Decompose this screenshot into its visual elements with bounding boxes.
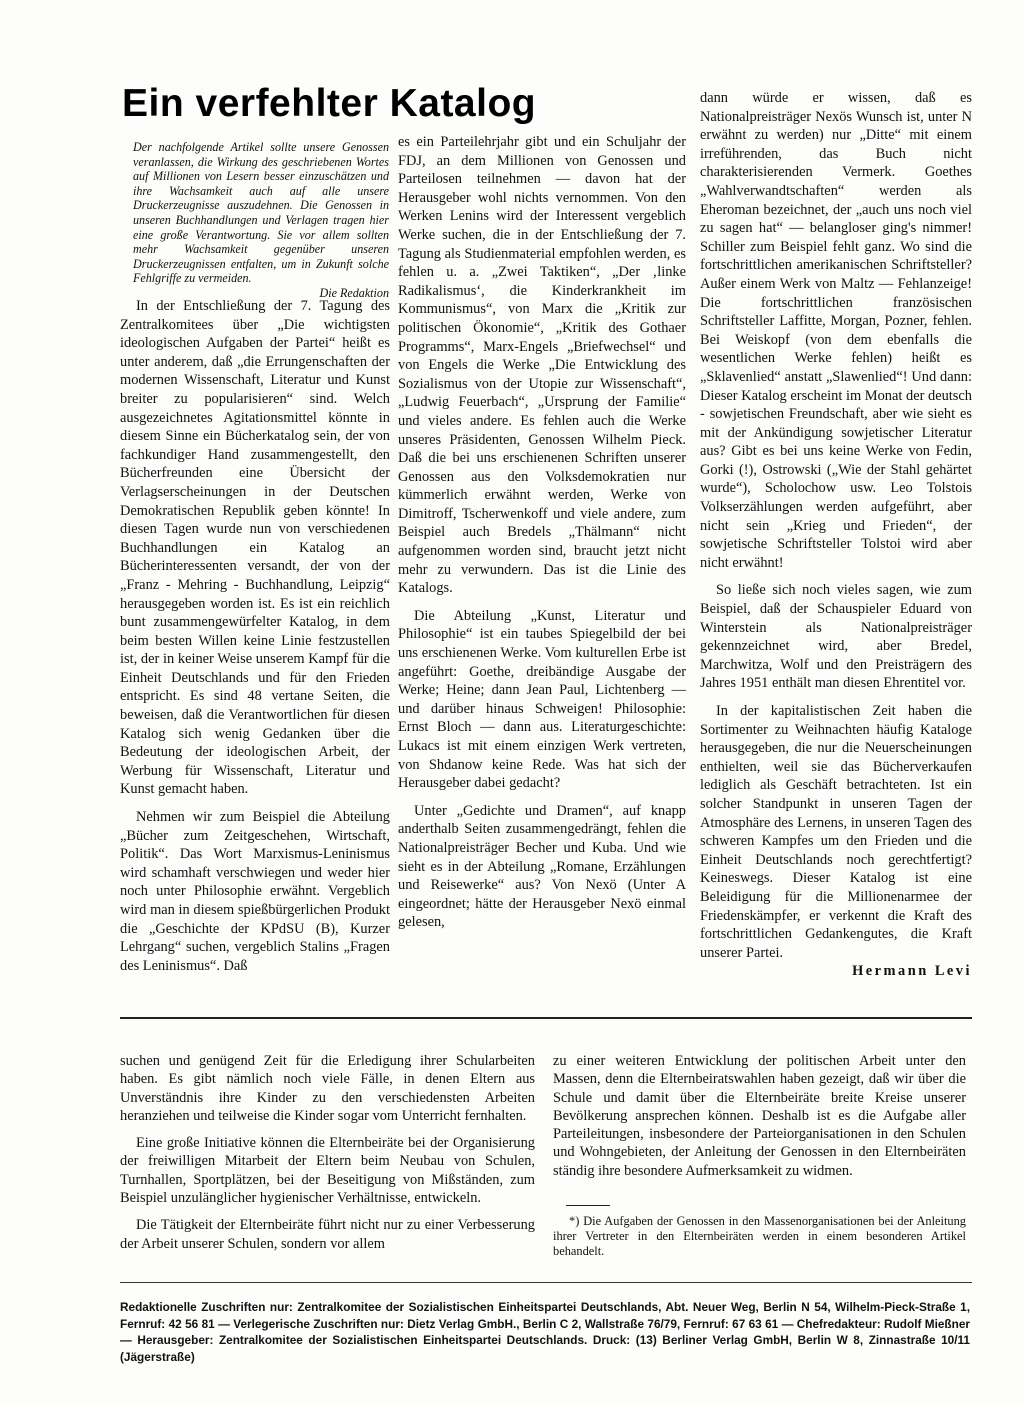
- editorial-signature: Die Redaktion: [319, 285, 389, 300]
- author-name: Hermann Levi: [852, 963, 972, 980]
- paragraph: Unter „Gedichte und Dramen“, auf knapp anderthalb Seiten zusammengedrängt, fehlen die Nationalpreisträger Becher und Kuba. Und wie sieht es in der Abteilung „Romane, Erzählungen und Reisewerke“ aus? Von Nexö (Unter A eingeordnet; hätte der Herausgeber Nexö einmal gelesen,: [398, 802, 686, 931]
- page-title: Ein verfehlter Katalog: [122, 82, 537, 125]
- imprint-divider: [120, 1282, 972, 1283]
- article-column-1: [120, 297, 390, 984]
- footnote: *) Die Aufgaben der Genossen in den Massenorganisationen bei der Anleitung ihrer Vertreter in den Elternbeiräten werden in einem besonderen Artikel behandelt.: [553, 1214, 966, 1259]
- paragraph: dann würde er wissen, daß es Nationalpreisträger Nexös Wunsch ist, unter N erwähnt zu werden) nur „Ditte“ mit einem irreführenden, das Buch nicht charakterisierenden Vermerk. Goethes „Wahlverwandtschaften“ werden als Eheroman bezeichnet, der „auch uns noch viel zu sagen hat“ — belangloser ging's nimmer! Schiller zum Beispiel fehlt ganz. Wo sind die fortschrittlichen amerikanischen Schriftsteller? Außer einem Werk von Maltz — Fehlanzeige! Die fortschrittlichen französischen Schriftsteller Laffitte, Morgan, Pozner, fehlen. Bei Weiskopf (von dem ebenfalls die wesentlichen Werke fehlen) heißt es „Sklavenlied“ anstatt „Slawenlied“! Und dann: Dieser Katalog erscheint im Monat der deutsch - sowjetischen Freundschaft, aber wie sieht es mit der Ankündigung sowjetischer Literatur aus? Gibt es bei uns keine Werke von Fedin, Gorki (!), Ostrowski („Wie der Stahl gehärtet wurde“), Scholochow usw. Leo Tolstois Volkserzählungen werden aufgeführt, aber nicht sein „Krieg und Frieden“, der sowjetische Schriftsteller Tolstoi wird aber nicht erwähnt!: [700, 90, 972, 571]
- continuation-column-1: [120, 1052, 535, 1262]
- article-column-2: [398, 133, 686, 941]
- section-divider: [120, 1017, 972, 1019]
- article-column-3: [700, 89, 972, 981]
- editorial-note: [133, 140, 389, 301]
- paragraph: In der Entschließung der 7. Tagung des Zentralkomitees über „Die wichtigsten ideologischen Aufgaben der Partei“ heißt es unter anderem, daß „die Errungenschaften der modernen Wissenschaft, Literatur und Kunst breiter zu popularisieren“ sind. Welch ausgezeichnetes Agitationsmittel könnte in diesem Sinne ein Bücherkatalog sein, der von fachkundiger Hand zusammengestellt, den Bücherfreunden eine Übersicht der Verlagserscheinungen in der Deutschen Demokratischen Republik geben könnte! In diesen Tagen wurde nun von verschiedenen Buchhandlungen ein Katalog an Bücherinteressenten versandt, der von der „Franz - Mehring - Buchhandlung, Leipzig“ herausgegeben worden ist. Es ist ein reichlich bunt zusammengewürfelter Katalog, in dem beim besten Willen keine Linie festzustellen ist, der in keiner Weise unserem Kampf für die Einheit Deutschlands und für den Frieden entspricht. Es sind 48 vertane Seiten, die beweisen, daß die Verantwortlichen für diesen Katalog sich wenig Gedanken über die Bedeutung der ideologischen Arbeit, der Werbung für Wissenschaft, Literatur und Kunst gemacht haben.: [120, 298, 390, 798]
- continuation-column-2: [553, 1052, 966, 1189]
- paragraph: suchen und genügend Zeit für die Erledigung ihrer Schularbeiten haben. Es gibt nämlich noch viele Fälle, in denen Eltern aus Unverständnis ihre Kinder zu den verschiedensten Arbeiten heranziehen und teilweise die Kinder sogar vom Unterricht fernhalten.: [120, 1053, 535, 1124]
- paragraph: zu einer weiteren Entwicklung der politischen Arbeit unter den Massen, denn die Elternbeiratswahlen haben gezeigt, daß wir über die Schule und damit über die Elternbeiräte breite Kreise unserer Bevölkerung ansprechen können. Deshalb ist es die Aufgabe aller Parteileitungen, insbesondere der Parteiorganisationen in den Schulen und Wohngebieten, der Anleitung der Genossen in den Elternbeiräten ständig ihre besondere Aufmerksamkeit zu widmen.: [553, 1053, 966, 1179]
- paragraph: Eine große Initiative können die Elternbeiräte bei der Organisierung der freiwilligen Mitarbeit der Eltern beim Neubau von Schulen, Turnhallen, Sportplätzen, bei der Beseitigung von Mißständen, zum Beispiel unzulänglicher hygienischer Verhältnisse, entwickeln.: [120, 1135, 535, 1207]
- editorial-note-text: Der nachfolgende Artikel sollte unsere Genossen veranlassen, die Wirkung des geschriebenen Wortes auf Millionen von Lesern besser einzuschätzen und ihre Wachsamkeit auch auf alle unsere Druckerzeugnisse auszudehnen. Die Genossen in unseren Buchhandlungen und Verlagen tragen hier eine große Verantwortung. Sie vor allem sollten mehr Wachsamkeit gegenüber unseren Druckerzeugnissen entfalten, um in Zukunft solche Fehlgriffe zu vermeiden.: [133, 140, 389, 286]
- paragraph: Die Abteilung „Kunst, Literatur und Philosophie“ ist ein taubes Spiegelbild der bei uns erschienenen Werke. Vom kulturellen Erbe ist angeführt: Goethe, dreibändige Ausgabe der Werke; Heine; dann Jean Paul, Lichtenberg — und darüber hinaus Schweigen! Philosophie: Ernst Bloch — dann aus. Literaturgeschichte: Lukacs ist mit einem einzigen Werk vertreten, von Shdanow keine Rede. Was hat sich der Herausgeber dabei gedacht?: [398, 607, 686, 792]
- paragraph: In der kapitalistischen Zeit haben die Sortimenter zu Weihnachten häufig Kataloge herausgegeben, die nur die Neuerscheinungen enthielten, weil sie das Bücherverkaufen lediglich als Geschäft betrachteten. Ist ein solcher Standpunkt in unseren Tagen der Atmosphäre des Lernens, in unseren Tagen des schweren Kampfes um den Frieden und die Einheit Deutschlands noch gerechtfertigt? Keineswegs. Dieser Katalog ist eine Beleidigung für die Millionenarmee der Friedenskämpfer, er verkennt die Kraft des fortschrittlichen Gedankengutes, die Kraft unserer Partei.: [700, 703, 972, 961]
- footnote-divider: [566, 1205, 610, 1206]
- paragraph: Die Tätigkeit der Elternbeiräte führt nicht nur zu einer Verbesserung der Arbeit unserer Schulen, sondern vor allem: [120, 1217, 535, 1252]
- paragraph: Nehmen wir zum Beispiel die Abteilung „Bücher zum Zeitgeschehen, Wirtschaft, Politik“. Das Wort Marxismus-Leninismus wird schamhaft verschwiegen und weder hier noch unter Philosophie erwähnt. Vergeblich wird man in diesem spießbürgerlichen Produkt die „Geschichte der KPdSU (B), Kurzer Lehrgang“ suchen, vergeblich Stalins „Fragen des Leninismus“. Daß: [120, 809, 390, 974]
- paragraph: So ließe sich noch vieles sagen, wie zum Beispiel, daß der Schauspieler Eduard von Winterstein als Nationalpreisträger gekennzeichnet wird, aber Bredel, Marchwitza, Wolf und den Preisträgern des Jahres 1951 enthält man diesen Ehrentitel vor.: [700, 582, 972, 692]
- paragraph: es ein Parteilehrjahr gibt und ein Schuljahr der FDJ, an dem Millionen von Genossen und Parteilosen teilnehmen — davon hat der Herausgeber wohl nichts vernommen. Von den Werken Lenins wird der Interessent vergeblich Werke suchen, die in der Entschließung der 7. Tagung als Studienmaterial empfohlen werden, es fehlen u. a. „Zwei Taktiken“, „Der ‚linke Radikalismus‘, die Kinderkrankheit im Kommunismus“, von Marx die „Kritik zur politischen Ökonomie“, „Kritik des Gothaer Programms“, Marx-Engels „Briefwechsel“ und von Engels die Werke „Die Entwicklung des Sozialismus von der Utopie zur Wissenschaft“, „Ludwig Feuerbach“, „Ursprung der Familie“ und vieles andere. Es fehlen auch die Werke unseres Präsidenten, Genossen Wilhelm Pieck. Daß die bei uns erschienenen Schriften unserer Genossen aus den Volksdemokratien nur kümmerlich erwähnt werden, Werke von Dimitroff, Tscherwenkoff und viele andere, zum Beispiel auch Bredels „Thälmann“ nicht aufgenommen worden sind, braucht jetzt nicht mehr zu verwundern. Das ist die Linie des Katalogs.: [398, 134, 686, 597]
- imprint: Redaktionelle Zuschriften nur: Zentralkomitee der Sozialistischen Einheitspartei Deutschlands, Abt. Neuer Weg, Berlin N 54, Wilhelm-Pieck-Straße 1, Fernruf: 42 56 81 — Verlegerische Zuschriften nur: Dietz Verlag GmbH., Berlin C 2, Wallstraße 76/79, Fernruf: 67 63 61 — Chefredakteur: Rudolf Mießner — Herausgeber: Zentralkomitee der Sozialistischen Einheitspartei Deutschlands. Druck: (13) Berliner Verlag GmbH, Berlin W 8, Zinnastraße 10/11 (Jägerstraße): [120, 1300, 970, 1364]
